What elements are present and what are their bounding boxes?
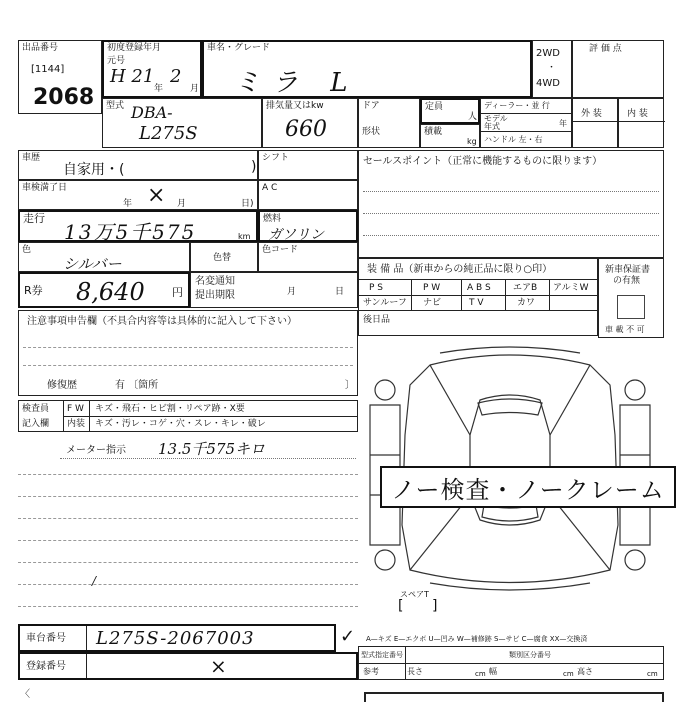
interior-inspect-label: 内装: [67, 419, 86, 429]
sales-point-cell: [358, 150, 664, 258]
height-label: 高さ: [577, 667, 593, 676]
model-cell: [102, 98, 262, 148]
equip-abs: A B S: [467, 283, 491, 293]
equipment-cell: [358, 258, 598, 336]
door-shape-cell: [358, 98, 420, 148]
equip-alloy: アルミW: [553, 283, 589, 293]
car-windshield: [478, 399, 542, 415]
chassis-cell: [18, 624, 336, 652]
fw-items: キズ・飛石・ヒビ割・リペア跡・X要: [95, 404, 245, 414]
interior-rating-cell: [618, 98, 664, 148]
chassis-label: 車台番号: [26, 633, 66, 644]
drive-4wd: 4WD: [536, 78, 560, 89]
mileage-value: 13万5千575: [64, 220, 197, 244]
wheel-front-left: [375, 380, 395, 400]
wheel-front-right: [625, 380, 645, 400]
height-unit: cm: [647, 670, 658, 678]
color-change-label: 色替: [213, 253, 232, 263]
rear-bumper: [430, 583, 590, 590]
tax-label-2: 提出期限: [195, 290, 235, 301]
car-name-cell: [202, 40, 532, 98]
model-value-1: DBA-: [131, 103, 173, 122]
ac-cell: [258, 180, 358, 210]
capacity-unit: 人: [468, 112, 478, 122]
model-value-2: L275S: [139, 123, 198, 144]
first-reg-month-unit: 月: [190, 84, 200, 94]
recycle-cell: [18, 272, 190, 308]
displacement-value: 660: [285, 117, 327, 142]
lot-number-label: 出品番号: [22, 43, 59, 53]
lot-code: [1144]: [31, 64, 65, 75]
equip-tv: T V: [469, 298, 484, 308]
width-label: 幅: [489, 667, 497, 676]
displacement-cell: [262, 98, 358, 148]
no-inspection-stamp: [380, 466, 676, 508]
front-bumper: [440, 347, 580, 353]
tax-deadline-cell: [190, 272, 358, 308]
repair-value: 有 〔箇所: [115, 380, 159, 391]
wheel-rear-left: [375, 550, 395, 570]
model-year-label: モデル年式: [484, 114, 508, 131]
inspection-year-unit: 年: [123, 199, 133, 209]
dealer-label: ディーラー・並 行: [484, 101, 550, 110]
fuel-value: ガソリン: [268, 227, 324, 243]
warranty-label-2: の有無: [613, 276, 641, 286]
spare-open: [: [398, 598, 404, 614]
interior-rating-label: 内 装: [627, 109, 648, 119]
spec-label-1: 型式指定番号: [361, 651, 403, 659]
first-reg-year-unit: 年: [154, 84, 164, 94]
rating-label: 評 価 点: [589, 44, 622, 54]
repair-label: 修復歴: [47, 380, 77, 391]
inspector-cell: [18, 400, 358, 432]
car-name-value: ミラ L: [234, 68, 360, 98]
spec-cell: [358, 646, 664, 680]
inspection-month-unit: 月: [177, 199, 187, 209]
fw-label: F W: [67, 404, 84, 414]
first-reg-month: 2: [170, 66, 182, 87]
first-reg-year: H 21: [110, 66, 155, 87]
tax-day-unit: 日: [335, 287, 345, 297]
shape-label: 形状: [362, 127, 381, 137]
history-close: ): [251, 159, 257, 175]
equip-navi: ナビ: [423, 298, 442, 308]
warranty-checkbox[interactable]: [617, 295, 645, 319]
equip-sunroof: サンルーフ: [363, 298, 407, 308]
handle-label: ハンドル 左・右: [484, 135, 543, 144]
equipment-label: 装 備 品（新車からの純正品に限り○印）: [367, 264, 553, 275]
first-reg-label: 初度登録年月: [107, 43, 162, 53]
entry-label: 記入欄: [22, 419, 50, 429]
capacity-label: 定員: [425, 102, 444, 112]
recycle-label: R券: [24, 284, 43, 297]
load-label: 積載: [424, 127, 443, 137]
load-cell: [420, 124, 480, 148]
ac-label: A C: [262, 183, 278, 193]
inspection-label: 車検満了日: [22, 183, 68, 193]
bottom-mark-left: 〈: [20, 689, 30, 700]
check-mark: ✓: [340, 626, 356, 647]
capacity-cell: [420, 98, 480, 124]
drive-cell: [532, 40, 572, 98]
meter-label: メーター指示: [66, 445, 126, 456]
tax-label-1: 名変通知: [195, 276, 235, 287]
bottom-partial-box: [364, 692, 664, 702]
mileage-cell: [18, 210, 258, 242]
damage-legend: A—キズ E—エクボ U—凹み W—補修跡 S—サビ C—腐食 XX—交換済: [366, 635, 588, 643]
drive-2wd: 2WD: [536, 48, 560, 59]
load-unit: kg: [467, 137, 477, 146]
spare-close: ]: [432, 598, 438, 614]
notes-label: 注意事項申告欄（不具合内容等は具体的に記入して下さい）: [27, 316, 297, 327]
color-value: シルバー: [63, 255, 122, 273]
dealer-cell: [480, 98, 572, 148]
registration-cell: [18, 652, 358, 680]
interior-items: キズ・汚レ・コゲ・穴・スレ・キレ・破レ: [95, 419, 266, 429]
color-label: 色: [22, 245, 32, 255]
recycle-unit: 円: [172, 286, 183, 299]
warranty-label-1: 新車保証書: [605, 265, 651, 275]
color-code-cell: [258, 242, 358, 272]
fuel-cell: [258, 210, 358, 242]
mileage-label: 走行: [23, 212, 45, 225]
stamp-text: ノー検査・ノークレーム: [391, 475, 665, 504]
fuel-label: 燃料: [263, 214, 282, 224]
width-unit: cm: [563, 670, 574, 678]
reg-value: ×: [210, 654, 227, 678]
manual-label: 車 載 不 可: [605, 325, 645, 334]
equip-leather: カワ: [517, 298, 536, 308]
sales-point-label: セールスポイント（正常に機能するものに限ります）: [363, 156, 603, 167]
rating-cell: [572, 40, 664, 98]
tax-month-unit: 月: [287, 287, 297, 297]
equip-airbag: エアB: [513, 283, 538, 293]
color-change-cell: [190, 242, 258, 272]
meter-value: 13.5千575キロ: [158, 440, 266, 458]
exterior-cell: [572, 98, 618, 148]
reg-label: 登録番号: [26, 661, 66, 672]
length-label: 長さ: [407, 667, 423, 676]
spec-label-2: 類別区分番号: [509, 651, 551, 659]
inspection-day-unit: 日): [241, 199, 254, 209]
door-label: ドア: [362, 101, 380, 111]
exterior-label: 外 装: [581, 109, 602, 119]
displacement-label: 排気量又はkw: [266, 101, 324, 111]
inspector-label: 検査員: [22, 404, 50, 414]
drive-sep: ・: [547, 63, 557, 73]
repair-close: 〕: [345, 380, 355, 391]
equip-pw: P W: [423, 283, 441, 293]
history-label: 車歴: [22, 153, 41, 163]
warranty-cell: [598, 258, 664, 338]
wheel-rear-right: [625, 550, 645, 570]
after-label: 後日品: [363, 315, 391, 325]
shift-label: シフト: [262, 153, 290, 163]
lot-number-cell: [18, 40, 102, 114]
color-cell: [18, 242, 190, 272]
lot-number: 2068: [33, 85, 95, 110]
notes-cell: [18, 310, 358, 396]
history-cell: [18, 150, 258, 180]
recycle-value: 8,640: [76, 278, 145, 306]
chassis-value: L275S-2067003: [96, 628, 255, 649]
history-value: 自家用・(: [63, 162, 125, 178]
inspection-cell: [18, 180, 258, 210]
spare-label: スペアT: [400, 590, 429, 599]
car-name-label: 車名・グレード: [207, 43, 271, 53]
ref-label: 参考: [363, 667, 379, 676]
shift-cell: [258, 150, 358, 180]
first-registration-cell: [102, 40, 202, 98]
model-year-unit: 年: [559, 119, 567, 128]
equip-ps: P S: [369, 283, 384, 293]
model-label: 型式: [106, 101, 125, 111]
era-label: 元号: [107, 56, 126, 66]
stray-mark: /: [92, 574, 97, 588]
mileage-unit: km: [238, 232, 251, 241]
length-unit: cm: [475, 670, 486, 678]
color-code-label: 色コード: [262, 245, 299, 255]
inspection-month-value: ×: [147, 183, 166, 208]
